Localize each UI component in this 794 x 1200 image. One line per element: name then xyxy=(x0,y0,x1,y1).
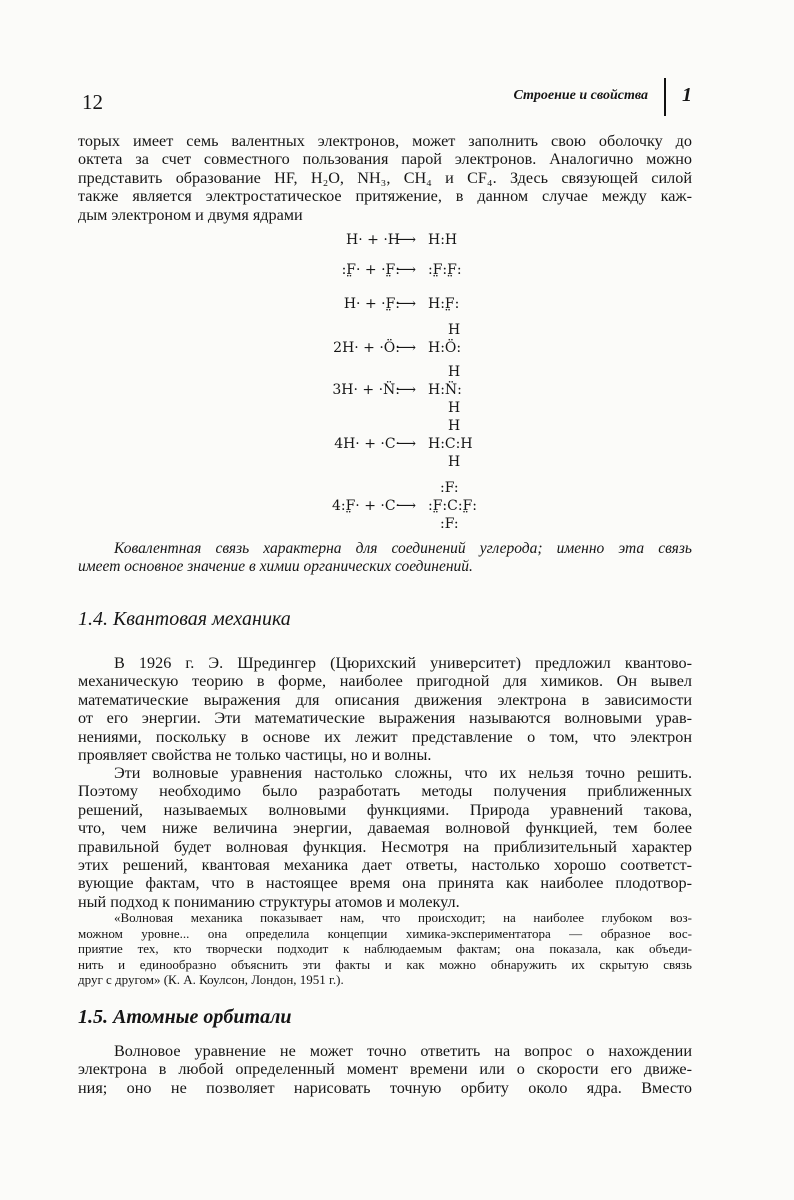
arrow-icon: ⟶ xyxy=(395,498,417,514)
paragraph xyxy=(78,654,692,764)
text-line: Поэтому необходимо было разработать методы получения приближенных xyxy=(78,782,692,801)
caption-line: Ковалентная связь характерна для соединений углерода; именно эта связь xyxy=(114,540,692,557)
caption-line: имеет основное значение в химии органических соединений. xyxy=(78,558,473,576)
intro-paragraph xyxy=(78,132,692,224)
text-line: торых имеет семь валентных электронов, может заполнить свою оболочку до xyxy=(78,132,692,150)
product: :F̤:C:F̤: xyxy=(428,498,478,514)
reaction-cf4 xyxy=(300,480,540,532)
text-line: дым электроном и двумя ядрами xyxy=(78,205,303,224)
product-bottom-atom: H xyxy=(448,454,461,470)
reactants: 2H· + ·Ö: xyxy=(333,340,400,356)
reactants: 4:F̤· + ·C· xyxy=(331,498,400,514)
product: H:N̈: xyxy=(428,382,462,398)
page-number: 12 xyxy=(82,90,103,114)
product: H:Ö: xyxy=(428,340,462,356)
arrow-icon: ⟶ xyxy=(395,296,417,312)
product-top-atom: H xyxy=(448,418,461,434)
arrow-icon: ⟶ xyxy=(395,340,417,356)
quote-line: приятие тех, кто творчески подходит к наблюдаемым фактам; она показала, как объеди- xyxy=(78,941,692,957)
text-line: решений, называемых волновыми функциями. Природа уравнений такова, xyxy=(78,800,692,819)
section-heading: 1.4. Квантовая механика xyxy=(78,608,291,630)
text-line: ния; оно не позволяет нарисовать точную орбиту около ядра. Вместо xyxy=(78,1078,692,1097)
reactants: :F̤· + ·F̤: xyxy=(341,262,400,278)
quote-line: «Волновая механика показывает нам, что происходит; на наиболее глубоком воз- xyxy=(114,910,692,925)
product-bottom-atom: :F: xyxy=(440,516,459,532)
text-line: вующие фактам, что в настоящее время она принята как наиболее плодотвор- xyxy=(78,874,692,893)
reactants: 4H· + ·C· xyxy=(334,436,400,452)
arrow-icon: ⟶ xyxy=(395,232,417,248)
product: H:F̤: xyxy=(428,296,460,312)
text-line: нениями, поскольку в основе их лежит представление о том, что электрон xyxy=(78,727,692,746)
text-line: механическую теорию в форме, наиболее пригодной для химиков. Он вывел xyxy=(78,672,692,691)
quote-line: нить и единообразно объяснить эти факты и как можно обнаружить их скрытую связь xyxy=(78,956,692,972)
paragraph xyxy=(78,1042,692,1097)
reactants: H· + ·F̤: xyxy=(343,296,400,312)
text-line: представить образование HF, H₂O, NH₃, CH₄ и CF₄. Здесь связующей силой xyxy=(78,168,692,187)
text-line: В 1926 г. Э. Шредингер (Цюрихский университет) предложил квантово- xyxy=(114,654,692,672)
arrow-icon: ⟶ xyxy=(395,262,417,278)
text-line: от его энергии. Эти математические выражения называются волновыми урав- xyxy=(78,709,692,728)
arrow-icon: ⟶ xyxy=(395,436,417,452)
text-line: также является электростатическое притяжение, в данном случае между каж- xyxy=(78,187,692,206)
product: H:C:H xyxy=(428,436,473,452)
text-line: октета за счет совместного пользования парой электронов. Аналогично можно xyxy=(78,150,692,169)
reaction-nh3 xyxy=(300,364,540,416)
text-line: проявляет свойства не только частицы, но и волны. xyxy=(78,746,432,765)
product: :F̤:F̤: xyxy=(428,262,462,278)
chapter-number: 1 xyxy=(682,84,692,106)
paragraph xyxy=(78,764,692,911)
reaction-hf xyxy=(300,284,540,324)
text-line: Волновое уравнение не может точно ответить на вопрос о нахождении xyxy=(114,1042,692,1060)
section-heading: 1.5. Атомные орбитали xyxy=(78,1006,292,1028)
text-line: правильной будет волновая функция. Несмотря на приблизительный характер xyxy=(78,837,692,856)
text-line: Эти волновые уравнения настолько сложны, что их нельзя точно решить. xyxy=(114,764,692,782)
text-line: математические выражения для описания движения электрона в зависимости xyxy=(78,690,692,709)
text-line: электрона в любой определенный момент времени или о скорости его движе- xyxy=(78,1060,692,1079)
running-title: Строение и свойства xyxy=(513,88,648,103)
header-divider xyxy=(664,78,666,116)
reaction-ch4 xyxy=(300,418,540,470)
reactants: 3H· + ·N̈: xyxy=(332,382,400,398)
arrow-icon: ⟶ xyxy=(395,382,417,398)
quote-line: друг с другом» (К. А. Коулсон, Лондон, 1951 г.). xyxy=(78,972,344,988)
text-line: ный подход к пониманию структуры атомов и молекул. xyxy=(78,892,460,911)
product-top-atom: H xyxy=(448,322,461,338)
product-top-atom: H xyxy=(448,364,461,380)
reaction-h2o xyxy=(300,322,540,368)
product: H:H xyxy=(428,232,458,248)
reactants: H· + ·H xyxy=(346,232,400,248)
text-line: что, чем ниже величина энергии, даваемая волновой функцией, тем более xyxy=(78,819,692,838)
quote-line: можном уровне... она определила концепции химика-экспериментатора — образное вос- xyxy=(78,925,692,941)
product-top-atom: :F: xyxy=(440,480,459,496)
figure-caption xyxy=(78,540,692,577)
quotation xyxy=(78,910,692,988)
text-line: этих решений, квантовая механика дает ответы, настолько хорошо соответст- xyxy=(78,856,692,875)
product-bottom-atom: H xyxy=(448,400,461,416)
